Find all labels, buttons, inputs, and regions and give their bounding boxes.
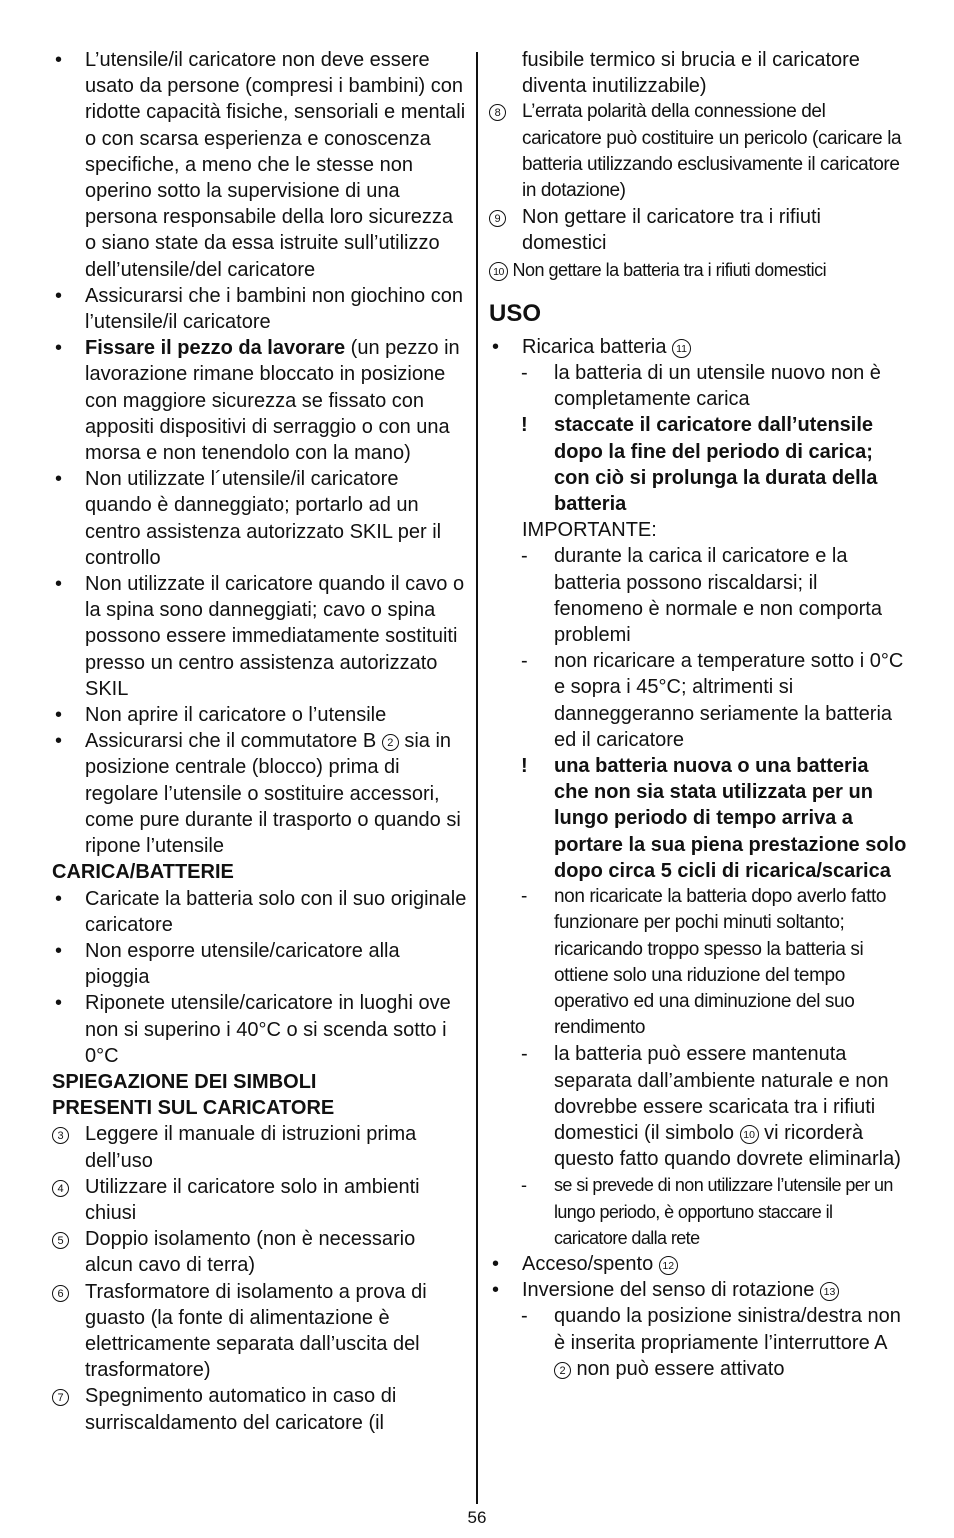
symbol-item	[52, 1226, 468, 1278]
page-number: 56	[467, 1508, 487, 1527]
dash: -	[521, 886, 527, 908]
list-item	[489, 1277, 907, 1303]
note-text: non ricaricare a temperature sotto i 0°C e sopra i 45°C; altrimenti si danneggeranno seriamente la batteria ed il caricatore	[554, 650, 904, 751]
symbol-number: 9	[489, 210, 506, 227]
symbol-number: 10	[489, 262, 508, 281]
list-item	[489, 1251, 907, 1277]
dash: -	[521, 362, 528, 385]
symbols-heading-line-2: PRESENTI SUL CARICATORE	[52, 1097, 335, 1120]
ref-number: 10	[740, 1125, 759, 1144]
symbol-number: 7	[52, 1389, 69, 1406]
reverse-text-b: non può essere attivato	[571, 1357, 785, 1380]
list-item	[52, 335, 468, 466]
bullet: •	[55, 704, 63, 727]
list-item	[52, 886, 468, 938]
list-item	[52, 728, 468, 859]
list-item	[52, 466, 468, 571]
list-item	[52, 702, 468, 728]
dash: -	[521, 650, 528, 673]
list-item	[489, 1303, 907, 1382]
symbol-item	[489, 204, 907, 256]
note-text: non ricaricate la batteria dopo averlo fatto funzionare per pochi minuti soltanto; ricaricando troppo spesso la batteria si ottiene solo una riduzione del tempo operativo ed una diminuzione del suo rendimento	[554, 886, 886, 1039]
note-text: se si prevede di non utilizzare l’utensile per un lungo periodo, è opportuno staccare il caricatore dalla rete	[554, 1175, 893, 1248]
symbol-text: Non gettare la batteria tra i rifiuti domestici	[512, 259, 827, 280]
symbol-number: 8	[489, 104, 506, 121]
bullet: •	[55, 284, 63, 307]
battery-text: Non esporre utensile/caricatore alla pioggia	[85, 939, 400, 989]
dash: -	[521, 1305, 528, 1328]
bullet: •	[55, 730, 63, 753]
important-text: IMPORTANTE:	[522, 519, 657, 542]
warning-mark: !	[521, 755, 528, 778]
important-label	[489, 517, 907, 543]
bullet: •	[492, 1279, 500, 1302]
battery-text: Caricate la batteria solo con il suo originale caricatore	[85, 887, 467, 936]
disposal-text-a: la batteria può essere mantenuta separata dall’ambiente naturale e non dovrebbe essere scaricata tra i rifiuti domestici (il simbolo	[554, 1043, 889, 1144]
bullet: •	[55, 49, 63, 71]
list-item	[489, 884, 907, 1041]
column-divider	[476, 52, 478, 1504]
warning-item	[489, 753, 907, 884]
symbol-text: Spegnimento automatico in caso di surriscaldamento del caricatore (il	[85, 1385, 397, 1434]
safety-text: Non aprire il caricatore o l’utensile	[85, 704, 387, 727]
safety-text: Non utilizzate il caricatore quando il cavo o la spina sono danneggiati; cavo o spina possono essere immediatamente sostituiti presso un centro assistenza autorizzato SKIL	[85, 573, 465, 700]
reverse-label: Inversione del senso di rotazione	[522, 1279, 820, 1302]
fix-workpiece-rest: (un pezzo in lavorazione rimane bloccato in posizione con maggiore sicurezza se fissato con appositi dispositivi di serraggio o con una morsa e non tenendolo con la mano)	[85, 337, 460, 465]
continuation-line: fusibile termico si brucia e il caricatore diventa inutilizzabile)	[522, 49, 860, 98]
symbol-text: Doppio isolamento (non è necessario alcun cavo di terra)	[85, 1228, 416, 1277]
list-item	[52, 283, 468, 335]
symbol-text: Leggere il manuale di istruzioni prima dell’uso	[85, 1123, 417, 1172]
symbol-number: 5	[52, 1232, 69, 1249]
symbol-number: 4	[52, 1180, 69, 1197]
symbol-number: 6	[52, 1285, 69, 1302]
safety-text: Assicurarsi che i bambini non giochino con l’utensile/il caricatore	[85, 284, 463, 334]
left-column	[52, 47, 468, 1436]
safety-text	[85, 335, 468, 466]
battery-text: Riponete utensile/caricatore in luoghi ove non si superino i 40°C o si scenda sotto i 0°C	[85, 992, 451, 1067]
symbol-text: Utilizzare il caricatore solo in ambienti chiusi	[85, 1175, 420, 1224]
reverse-text-a: quando la posizione sinistra/destra non è inserita propriamente l’interruttore A	[554, 1305, 901, 1354]
bullet: •	[55, 573, 63, 596]
list-item	[489, 1172, 907, 1251]
list-item	[52, 47, 468, 283]
warning-text: staccate il caricatore dall’utensile dopo la fine del periodo di carica; con ciò si prolunga la durata della batteria	[554, 414, 878, 516]
ref-number: 13	[820, 1282, 839, 1301]
ref-number: 2	[382, 734, 399, 751]
symbol-text: L’errata polarità della connessione del caricatore può costituire un pericolo (caricare la batteria utilizzando esclusivamente il caricatore in dotazione)	[522, 101, 902, 202]
symbol-number: 3	[52, 1127, 69, 1144]
symbol-item	[489, 257, 907, 283]
bullet: •	[492, 335, 500, 358]
switch-text-b: sia in posizione centrale (blocco) prima di regolare l’utensile o sostituire accessori, come pure durante il trasporto o quando si ripone l’utensile	[85, 730, 461, 858]
dash: -	[521, 1175, 527, 1196]
list-item	[489, 334, 907, 360]
list-item	[52, 938, 468, 990]
symbol-item	[52, 1174, 468, 1226]
switch-text-a: Assicurarsi che il commutatore B	[85, 730, 382, 753]
note-text: la batteria di un utensile nuovo non è completamente carica	[554, 362, 881, 411]
right-column	[489, 47, 907, 1382]
symbol-item	[52, 1121, 468, 1173]
warning-mark: !	[521, 414, 528, 437]
fix-workpiece-bold: Fissare il pezzo da lavorare	[85, 337, 346, 360]
ref-number: 11	[672, 339, 691, 358]
safety-text: Non utilizzate l´utensile/il caricatore quando è danneggiato; portarlo ad un centro assistenza autorizzato SKIL per il controllo	[85, 468, 442, 569]
list-item	[489, 648, 907, 753]
safety-text	[85, 728, 468, 859]
ref-number: 12	[659, 1256, 678, 1275]
symbol-item	[52, 1279, 468, 1384]
list-item	[489, 360, 907, 412]
note-text: durante la carica il caricatore e la batteria possono riscaldarsi; il fenomeno è normale e non comporta problemi	[554, 545, 882, 647]
onoff-label: Acceso/spento	[522, 1252, 659, 1275]
symbol-item	[489, 99, 907, 204]
list-item	[52, 990, 468, 1069]
symbols-heading-line-1: SPIEGAZIONE DEI SIMBOLI	[52, 1070, 317, 1093]
ref-number: 2	[554, 1362, 571, 1379]
dash: -	[521, 1043, 528, 1066]
symbol-item	[52, 1383, 468, 1435]
battery-heading: CARICA/BATTERIE	[52, 861, 234, 884]
list-item	[489, 1041, 907, 1172]
note-text	[554, 1041, 907, 1172]
recharge-label: Ricarica batteria	[522, 335, 673, 358]
note-text	[554, 1303, 907, 1382]
uso-heading: USO	[489, 299, 542, 327]
bullet: •	[55, 887, 63, 910]
bullet: •	[55, 468, 63, 491]
bullet: •	[492, 1252, 500, 1275]
bullet: •	[55, 939, 63, 962]
dash: -	[521, 545, 528, 568]
list-item	[52, 571, 468, 702]
disposal-text-b: vi ricorderà questo fatto quando dovrete eliminarla)	[554, 1121, 901, 1171]
symbol-text: Non gettare il caricatore tra i rifiuti domestici	[522, 206, 822, 255]
warning-item	[489, 412, 907, 517]
symbol-text: Trasformatore di isolamento a prova di guasto (la fonte di alimentazione è elettricamente separata dall’uscita del trasformatore)	[85, 1280, 427, 1382]
continuation-text	[489, 47, 907, 99]
symbols-heading	[52, 1069, 468, 1121]
bullet: •	[55, 992, 63, 1015]
bullet: •	[55, 337, 63, 360]
warning-text: una batteria nuova o una batteria che non sia stata utilizzata per un lungo periodo di tempo arriva a portare la sua piena prestazione solo dopo circa 5 cicli di ricarica/scarica	[554, 755, 907, 882]
safety-text: L’utensile/il caricatore non deve essere usato da persone (compresi i bambini) con ridotte capacità fisiche, sensoriali e mentali o con scarsa esperienza e conoscenza specifiche, a meno che le stesse non operino sotto la supervisione di una persona responsabile della loro sicurezza o siano state da essa istruite sull’utilizzo dell’utensile/del caricatore	[85, 49, 466, 281]
list-item	[489, 543, 907, 648]
